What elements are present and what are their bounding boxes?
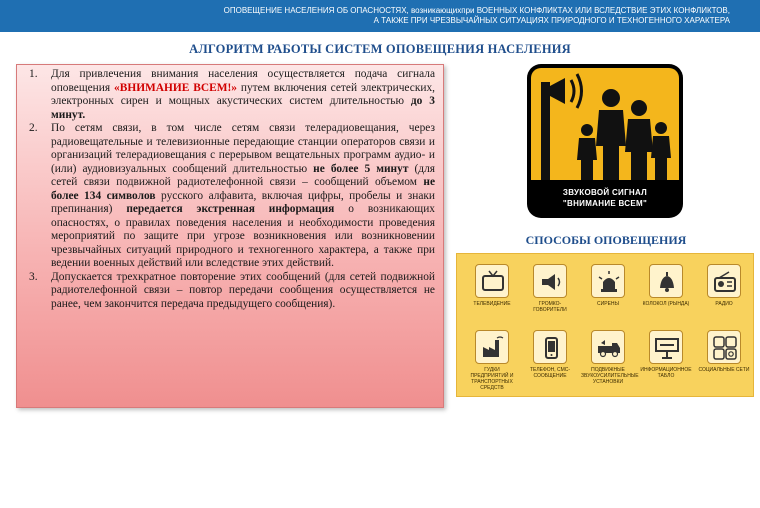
header-line-1: ОПОВЕЩЕНИЕ НАСЕЛЕНИЯ ОБ ОПАСНОСТЯХ, возникающихпри ВОЕННЫХ КОНФЛИКТАХ ИЛИ ВСЛЕДСТВИЕ ЭТИХ КОНФЛИКТОВ, bbox=[223, 6, 730, 15]
header-line-2: А ТАКЖЕ ПРИ ЧРЕЗВЫЧАЙНЫХ СИТУАЦИЯХ ПРИРОДНОГО И ТЕХНОГЕННОГО ХАРАКТЕРА bbox=[373, 16, 730, 25]
methods-title: СПОСОБЫ ОПОВЕЩЕНИЯ bbox=[525, 233, 687, 247]
algorithm-item-2 bbox=[25, 122, 435, 271]
method-label: ГРОМКО-ГОВОРИТЕЛИ bbox=[533, 301, 567, 313]
sign-caption-line-2: "ВНИМАНИЕ ВСЕМ" bbox=[562, 199, 648, 208]
method-social-networks bbox=[697, 330, 751, 373]
phone-icon bbox=[533, 330, 567, 364]
method-bell bbox=[639, 264, 693, 307]
info-board-icon bbox=[649, 330, 683, 364]
max-duration: не более 5 минут bbox=[313, 162, 409, 175]
algorithm-item-1 bbox=[25, 68, 435, 122]
loudspeaker-icon bbox=[533, 264, 567, 298]
signal-duration: до 3 минут. bbox=[51, 95, 435, 121]
algorithm-list bbox=[25, 68, 435, 311]
siren-icon bbox=[591, 264, 625, 298]
people-loudspeaker-icon bbox=[531, 68, 679, 180]
max-symbols: не более 134 символов bbox=[51, 176, 435, 202]
method-label: КОЛОКОЛ (РЫНДА) bbox=[642, 301, 690, 307]
method-label: ИНФОРМАЦИОННОЕ ТАБЛО bbox=[640, 367, 692, 379]
radio-icon bbox=[707, 264, 741, 298]
item-text: Для привлечения внимания населения осуществляется подача сигнала оповещения bbox=[51, 68, 435, 94]
method-label: СИРЕНЫ bbox=[597, 301, 619, 307]
method-phone-sms bbox=[523, 330, 577, 379]
mobile-speaker-vehicle-icon bbox=[591, 330, 625, 364]
method-label: ТЕЛЕФОН, СМС-СООБЩЕНИЕ bbox=[529, 367, 571, 379]
bell-icon bbox=[649, 264, 683, 298]
signal-name: «ВНИМАНИЕ ВСЕМ!» bbox=[114, 81, 237, 94]
method-sirens bbox=[581, 264, 635, 307]
tv-icon bbox=[475, 264, 509, 298]
page-title: АЛГОРИТМ РАБОТЫ СИСТЕМ ОПОВЕЩЕНИЯ НАСЕЛЕНИЯ bbox=[189, 42, 571, 56]
method-tv bbox=[465, 264, 519, 307]
method-info-board bbox=[639, 330, 693, 379]
method-label: ПОДВИЖНЫЕ ЗВУКОУСИЛИТЕЛЬНЫЕ УСТАНОВКИ bbox=[581, 367, 639, 385]
sign-caption-line-1: ЗВУКОВОЙ СИГНАЛ bbox=[562, 188, 648, 197]
item-number: 1. bbox=[29, 68, 38, 80]
method-label: ТЕЛЕВИДЕНИЕ bbox=[473, 301, 511, 307]
factory-horn-icon bbox=[475, 330, 509, 364]
method-mobile-speakers bbox=[581, 330, 639, 385]
item-text: путем включения сетей электрических, электронных сирен и мощных акустических систем длительностью bbox=[51, 81, 435, 107]
item-number: 3. bbox=[29, 270, 38, 283]
social-networks-icon bbox=[707, 330, 741, 364]
item-text: о возникающих опасностях, о правилах поведения населения и необходимости проведения мероприятий по защите при угрозе возникновения или возникновении чрезвычайных ситуаций природного и техногенного характера, а также при ведении военных действий или вследствие этих действий. bbox=[51, 203, 435, 269]
method-radio bbox=[697, 264, 751, 307]
item-text: (для сетей связи подвижной радиотелефонной связи – сообщений объемом bbox=[51, 162, 435, 188]
method-label: РАДИО bbox=[715, 301, 733, 307]
item-number: 2. bbox=[29, 122, 38, 134]
sign-caption bbox=[531, 180, 679, 209]
method-label: ГУДКИ ПРЕДПРИЯТИЙ И ТРАНСПОРТНЫХ СРЕДСТВ bbox=[470, 367, 514, 391]
algorithm-item-3 bbox=[25, 271, 435, 312]
header-bar bbox=[0, 0, 760, 32]
item-text: Допускается трехкратное повторение этих сообщений (для сетей подвижной радиотелефонной связи – повтор передачи сообщения осуществляется не ранее, чем закончится передача предыдущего сообщения). bbox=[51, 270, 435, 310]
algorithm-panel bbox=[16, 64, 444, 408]
methods-panel bbox=[456, 253, 754, 397]
method-loudspeakers bbox=[523, 264, 577, 313]
sign-illustration bbox=[531, 68, 679, 180]
item-text: русского алфавита, включая цифры, пробелы и знаки препинания) bbox=[51, 189, 436, 215]
emergency-info: передается экстренная информация bbox=[126, 203, 335, 215]
method-label: СОЦИАЛЬНЫЕ СЕТИ bbox=[698, 367, 750, 373]
method-factory-horns bbox=[465, 330, 519, 391]
sound-signal-sign bbox=[527, 64, 683, 218]
item-text: По сетям связи, в том числе сетям связи телерадиовещания, через радиовещательные и телевизионные передающие станции операторов связи и организаций телерадиовещания с перерывом вещательных программ аудио- и (или) аудиовизуальных сообщений длительностью bbox=[51, 122, 435, 175]
